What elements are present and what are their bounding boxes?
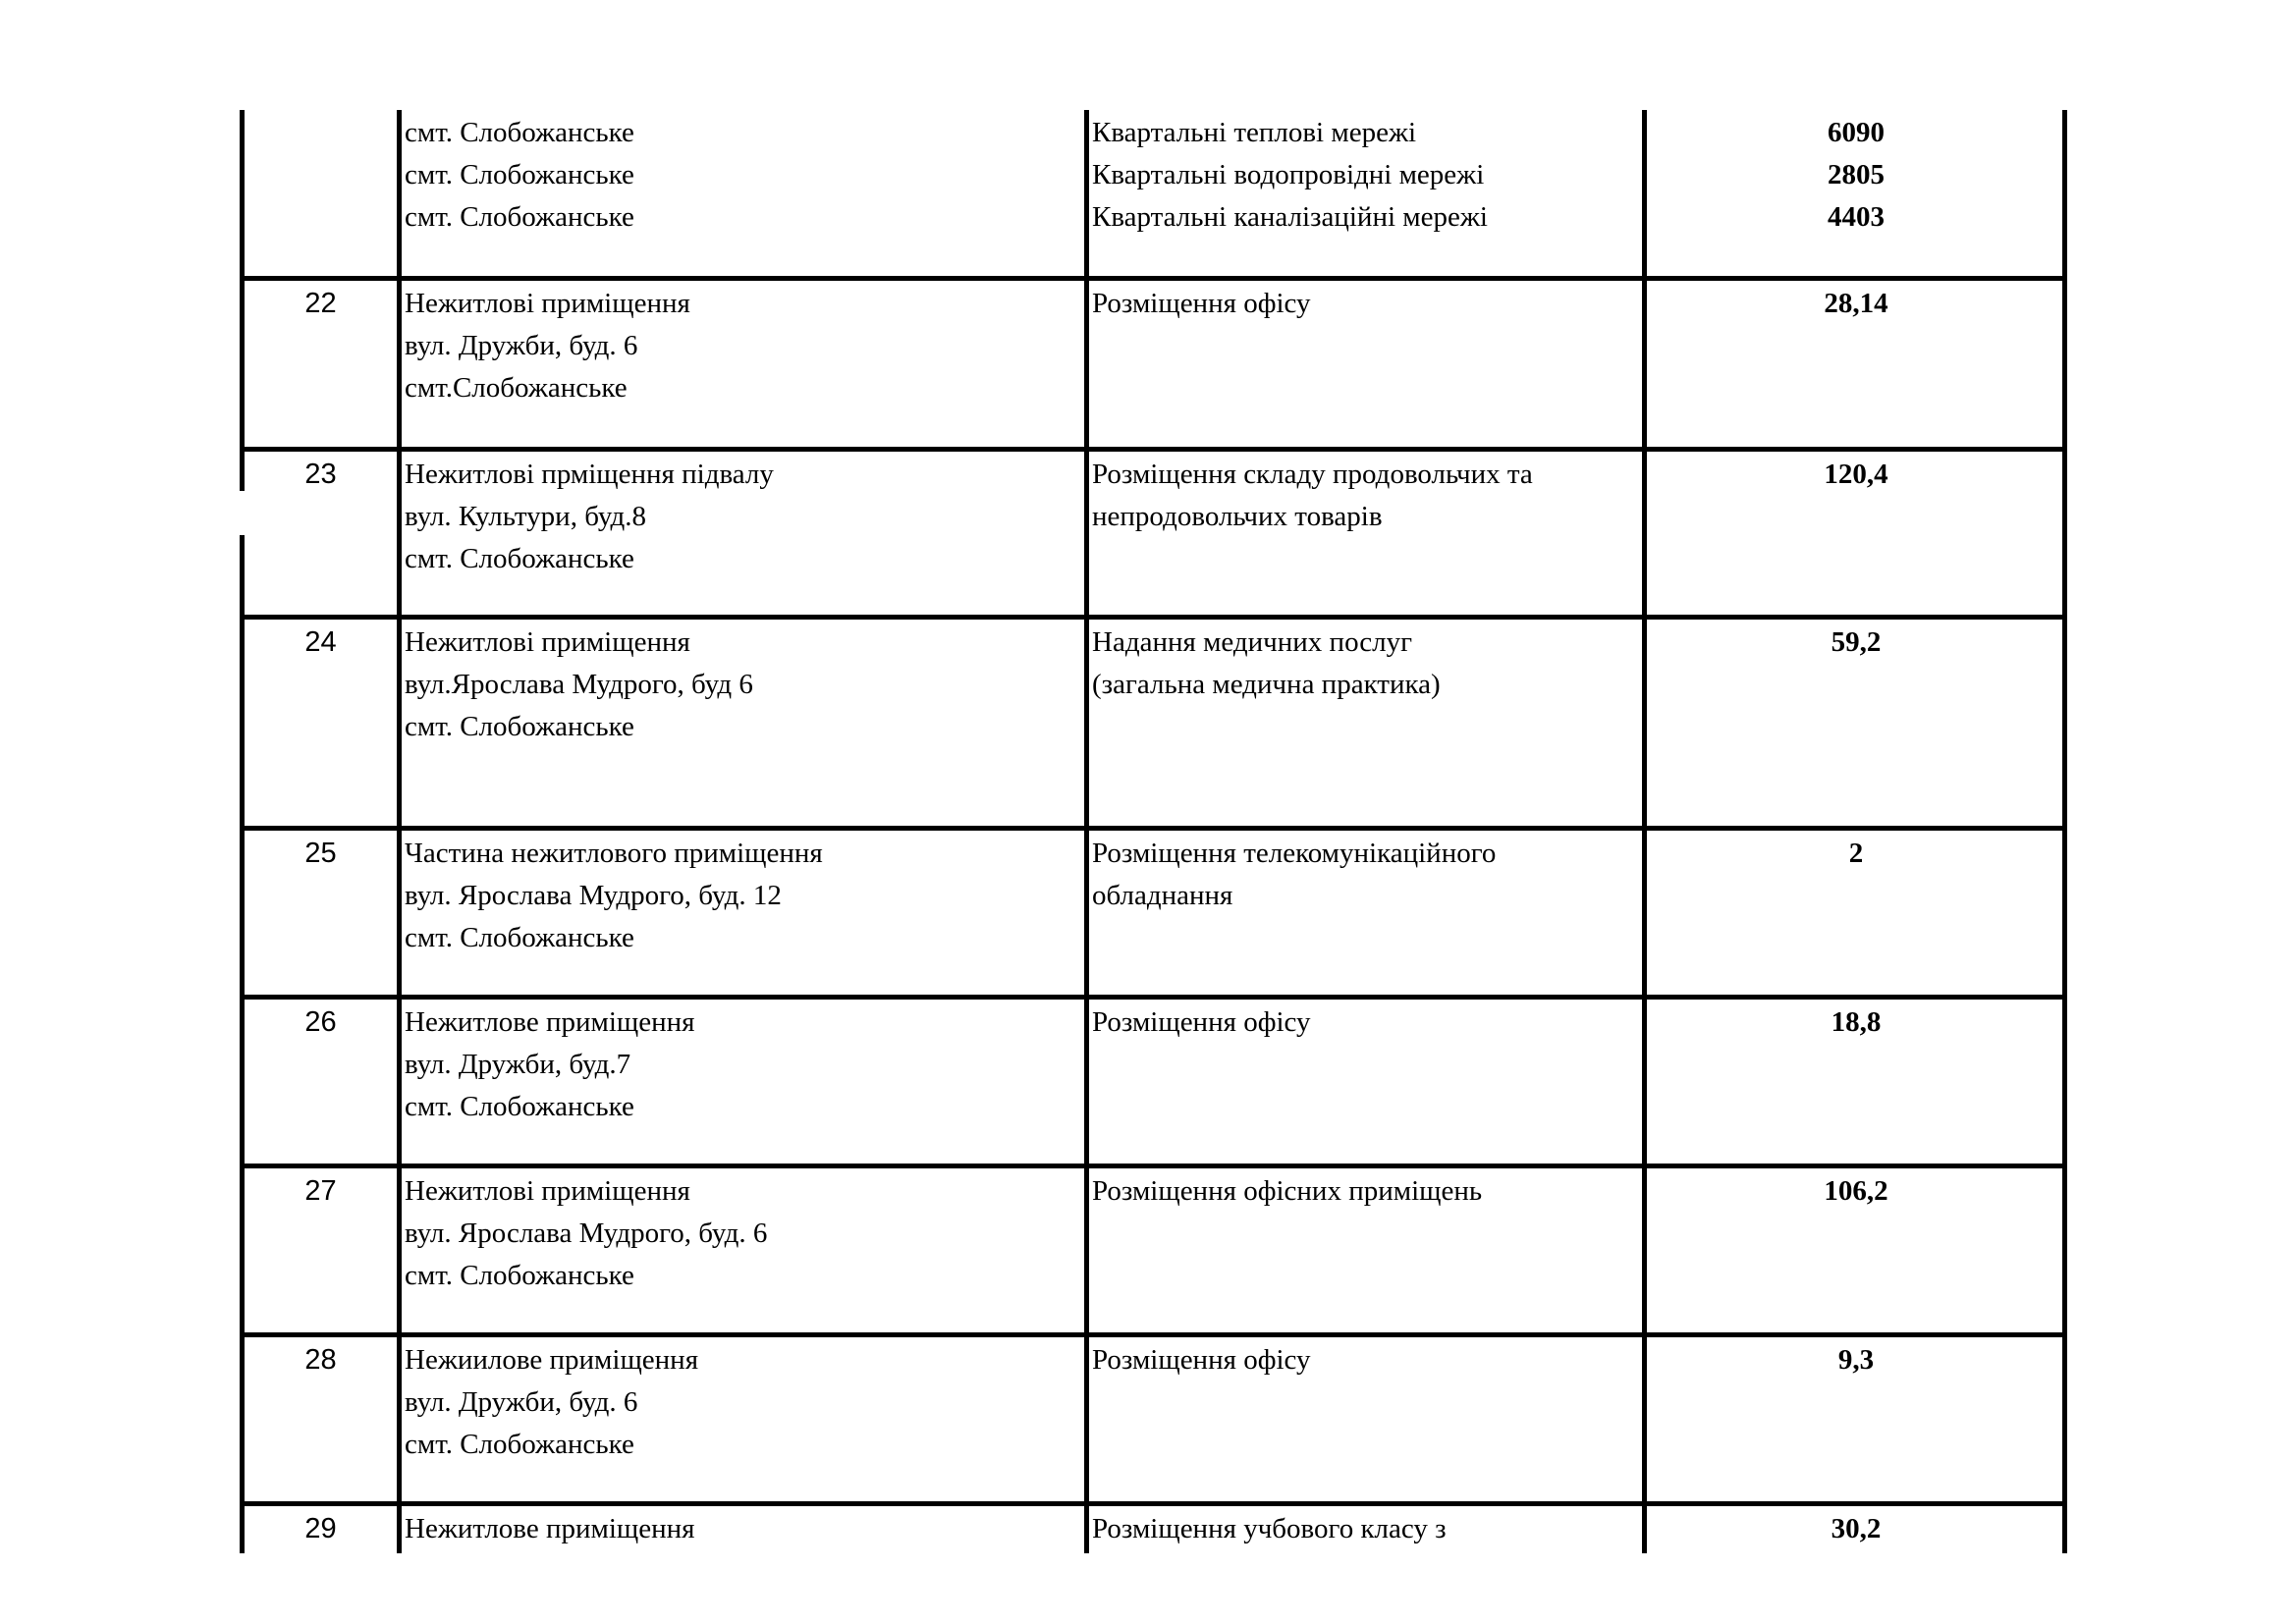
row-number: 25 — [304, 838, 337, 869]
address-line: Нежитлове приміщення — [405, 1513, 695, 1544]
area-value: 59,2 — [1831, 626, 1882, 658]
row-number: 22 — [304, 288, 337, 319]
address-cell — [405, 283, 1082, 409]
area-value: 120,4 — [1824, 459, 1888, 490]
table-left-border-bottom — [240, 535, 245, 1553]
row-number: 29 — [304, 1513, 337, 1544]
address-line: вул. Ярослава Мудрого, буд. 12 — [405, 880, 782, 911]
address-line: Частина нежитлового приміщення — [405, 838, 823, 869]
area-value: 2 — [1848, 838, 1864, 869]
row-separator — [240, 995, 2067, 1000]
address-cell — [405, 1001, 1082, 1128]
address-line: смт. Слобожанське — [405, 922, 634, 953]
area-value: 28,14 — [1824, 288, 1888, 319]
row-number: 26 — [304, 1006, 337, 1038]
address-cell — [405, 1339, 1082, 1466]
area-value: 4403 — [1828, 201, 1885, 233]
address-line: смт. Слобожанське — [405, 543, 634, 574]
address-line: Нежитлові приміщення — [405, 288, 690, 319]
address-line: вул. Ярослава Мудрого, буд. 6 — [405, 1218, 768, 1249]
area-cell — [1650, 283, 2062, 325]
purpose-line: Розміщення складу продовольчих та — [1092, 459, 1533, 490]
purpose-cell — [1092, 1339, 1642, 1381]
purpose-line: Розміщення офісу — [1092, 288, 1311, 319]
purpose-line: (загальна медична практика) — [1092, 669, 1441, 700]
row-separator — [240, 615, 2067, 620]
area-cell — [1650, 622, 2062, 664]
address-line: смт. Слобожанське — [405, 201, 634, 233]
address-line: Нежитлові прміщення підвалу — [405, 459, 774, 490]
area-value: 18,8 — [1831, 1006, 1882, 1038]
address-line: Нежитлові приміщення — [405, 1175, 690, 1207]
purpose-line: Розміщення учбового класу з — [1092, 1513, 1447, 1544]
address-line: Нежиилове приміщення — [405, 1344, 699, 1376]
address-line: смт.Слобожанське — [405, 372, 628, 404]
address-line: Нежитлове приміщення — [405, 1006, 695, 1038]
row-number: 27 — [304, 1175, 337, 1207]
purpose-cell — [1092, 622, 1642, 706]
address-line: вул. Дружби, буд. 6 — [405, 1386, 638, 1418]
row-number: 24 — [304, 626, 337, 658]
row-number: 28 — [304, 1344, 337, 1376]
address-cell — [405, 833, 1082, 959]
purpose-cell — [1092, 1508, 1642, 1550]
area-cell — [1650, 1508, 2062, 1550]
purpose-line: Розміщення офісу — [1092, 1006, 1311, 1038]
purpose-cell — [1092, 833, 1642, 917]
purpose-cell — [1092, 454, 1642, 538]
area-cell — [1650, 1001, 2062, 1044]
address-line: вул. Дружби, буд.7 — [405, 1049, 631, 1080]
address-line: вул. Культури, буд.8 — [405, 501, 647, 532]
address-cell — [405, 1170, 1082, 1297]
area-value: 106,2 — [1824, 1175, 1888, 1207]
purpose-line: Надання медичних послуг — [1092, 626, 1413, 658]
row-number: 23 — [304, 459, 337, 490]
area-value: 6090 — [1828, 117, 1885, 148]
area-cell — [1650, 833, 2062, 875]
area-cell — [1650, 112, 2062, 239]
address-cell — [405, 454, 1082, 580]
address-cell — [405, 622, 1082, 748]
purpose-cell — [1092, 283, 1642, 325]
address-cell — [405, 112, 1082, 239]
purpose-cell — [1092, 112, 1642, 239]
purpose-line: обладнання — [1092, 880, 1233, 911]
address-line: смт. Слобожанське — [405, 1260, 634, 1291]
address-line: смт. Слобожанське — [405, 1429, 634, 1460]
area-cell — [1650, 454, 2062, 496]
row-separator — [240, 1332, 2067, 1337]
purpose-line: Розміщення офісних приміщень — [1092, 1175, 1483, 1207]
purpose-line: Розміщення телекомунікаційного — [1092, 838, 1497, 869]
address-line: Нежитлові приміщення — [405, 626, 690, 658]
address-line: смт. Слобожанське — [405, 1091, 634, 1122]
purpose-line: Квартальні теплові мережі — [1092, 117, 1417, 148]
address-line: вул. Дружби, буд. 6 — [405, 330, 638, 361]
area-cell — [1650, 1339, 2062, 1381]
row-separator — [240, 276, 2067, 281]
address-line: вул.Ярослава Мудрого, буд 6 — [405, 669, 753, 700]
area-value: 9,3 — [1837, 1344, 1875, 1376]
address-line: смт. Слобожанське — [405, 159, 634, 190]
address-line: смт. Слобожанське — [405, 711, 634, 742]
purpose-cell — [1092, 1001, 1642, 1044]
area-value: 2805 — [1828, 159, 1885, 190]
address-cell — [405, 1508, 1082, 1550]
area-value: 30,2 — [1831, 1513, 1882, 1544]
row-separator — [240, 1501, 2067, 1506]
purpose-cell — [1092, 1170, 1642, 1213]
purpose-line: Квартальні каналізаційні мережі — [1092, 201, 1488, 233]
purpose-line: Квартальні водопровідні мережі — [1092, 159, 1485, 190]
row-separator — [240, 447, 2067, 452]
row-separator — [240, 1164, 2067, 1168]
purpose-line: Розміщення офісу — [1092, 1344, 1311, 1376]
address-line: смт. Слобожанське — [405, 117, 634, 148]
area-cell — [1650, 1170, 2062, 1213]
purpose-line: непродовольчих товарів — [1092, 501, 1383, 532]
row-separator — [240, 826, 2067, 831]
